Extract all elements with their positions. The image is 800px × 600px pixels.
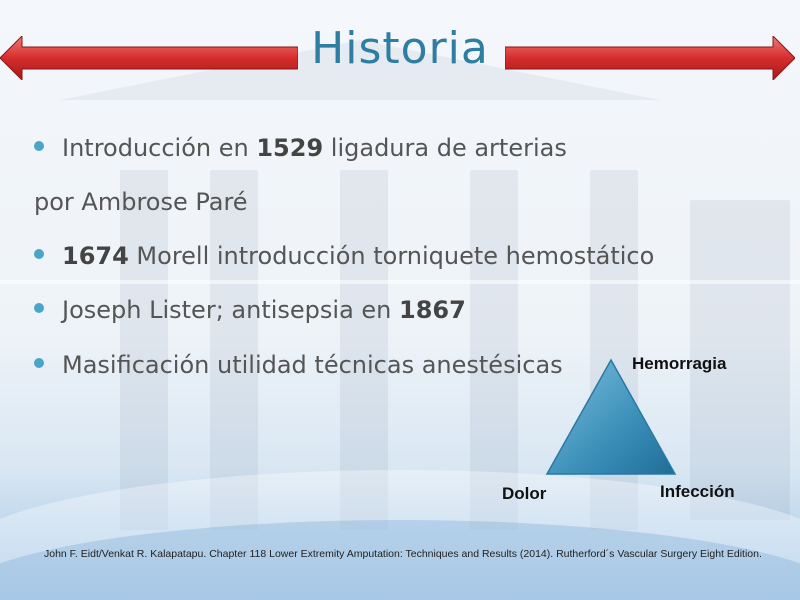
bullet-dot-icon — [34, 249, 44, 259]
bullet-item — [34, 351, 563, 379]
bullet-text: por Ambrose Paré — [34, 188, 248, 216]
bullet-item — [34, 242, 654, 270]
bullet-text: Masificación utilidad técnicas anestésicas — [62, 351, 563, 379]
bullet-text: Joseph Lister; antisepsia en — [62, 296, 400, 324]
triangle-diagram — [545, 358, 677, 476]
bullet-text: ligadura de arterias — [323, 134, 567, 162]
bullet-text: Introducción en — [62, 134, 257, 162]
bullet-year: 1674 — [62, 242, 129, 270]
triangle-label-top: Hemorragia — [632, 354, 727, 373]
triangle-label-right: Infección — [660, 482, 735, 501]
bullet-item — [34, 134, 567, 162]
bullet-dot-icon — [34, 358, 44, 368]
bullet-item — [34, 296, 466, 324]
bullet-year: 1529 — [256, 134, 324, 162]
bullet-dot-icon — [34, 303, 44, 313]
bullet-text: Morell introducción torniquete hemostático — [128, 242, 655, 270]
bullet-year: 1867 — [399, 296, 466, 324]
bullet-dot-icon — [34, 141, 44, 151]
right-arrow-icon — [505, 36, 795, 80]
bullet-continuation — [34, 188, 248, 216]
slide-title: Historia — [311, 23, 489, 74]
triangle-label-left: Dolor — [502, 484, 547, 503]
citation: John F. Eidt/Venkat R. Kalapatapu. Chapter 118 Lower Extremity Amputation: Techniques and Results (2014). Rutherford´s Vascular Surgery Eight Edition. — [44, 548, 762, 560]
